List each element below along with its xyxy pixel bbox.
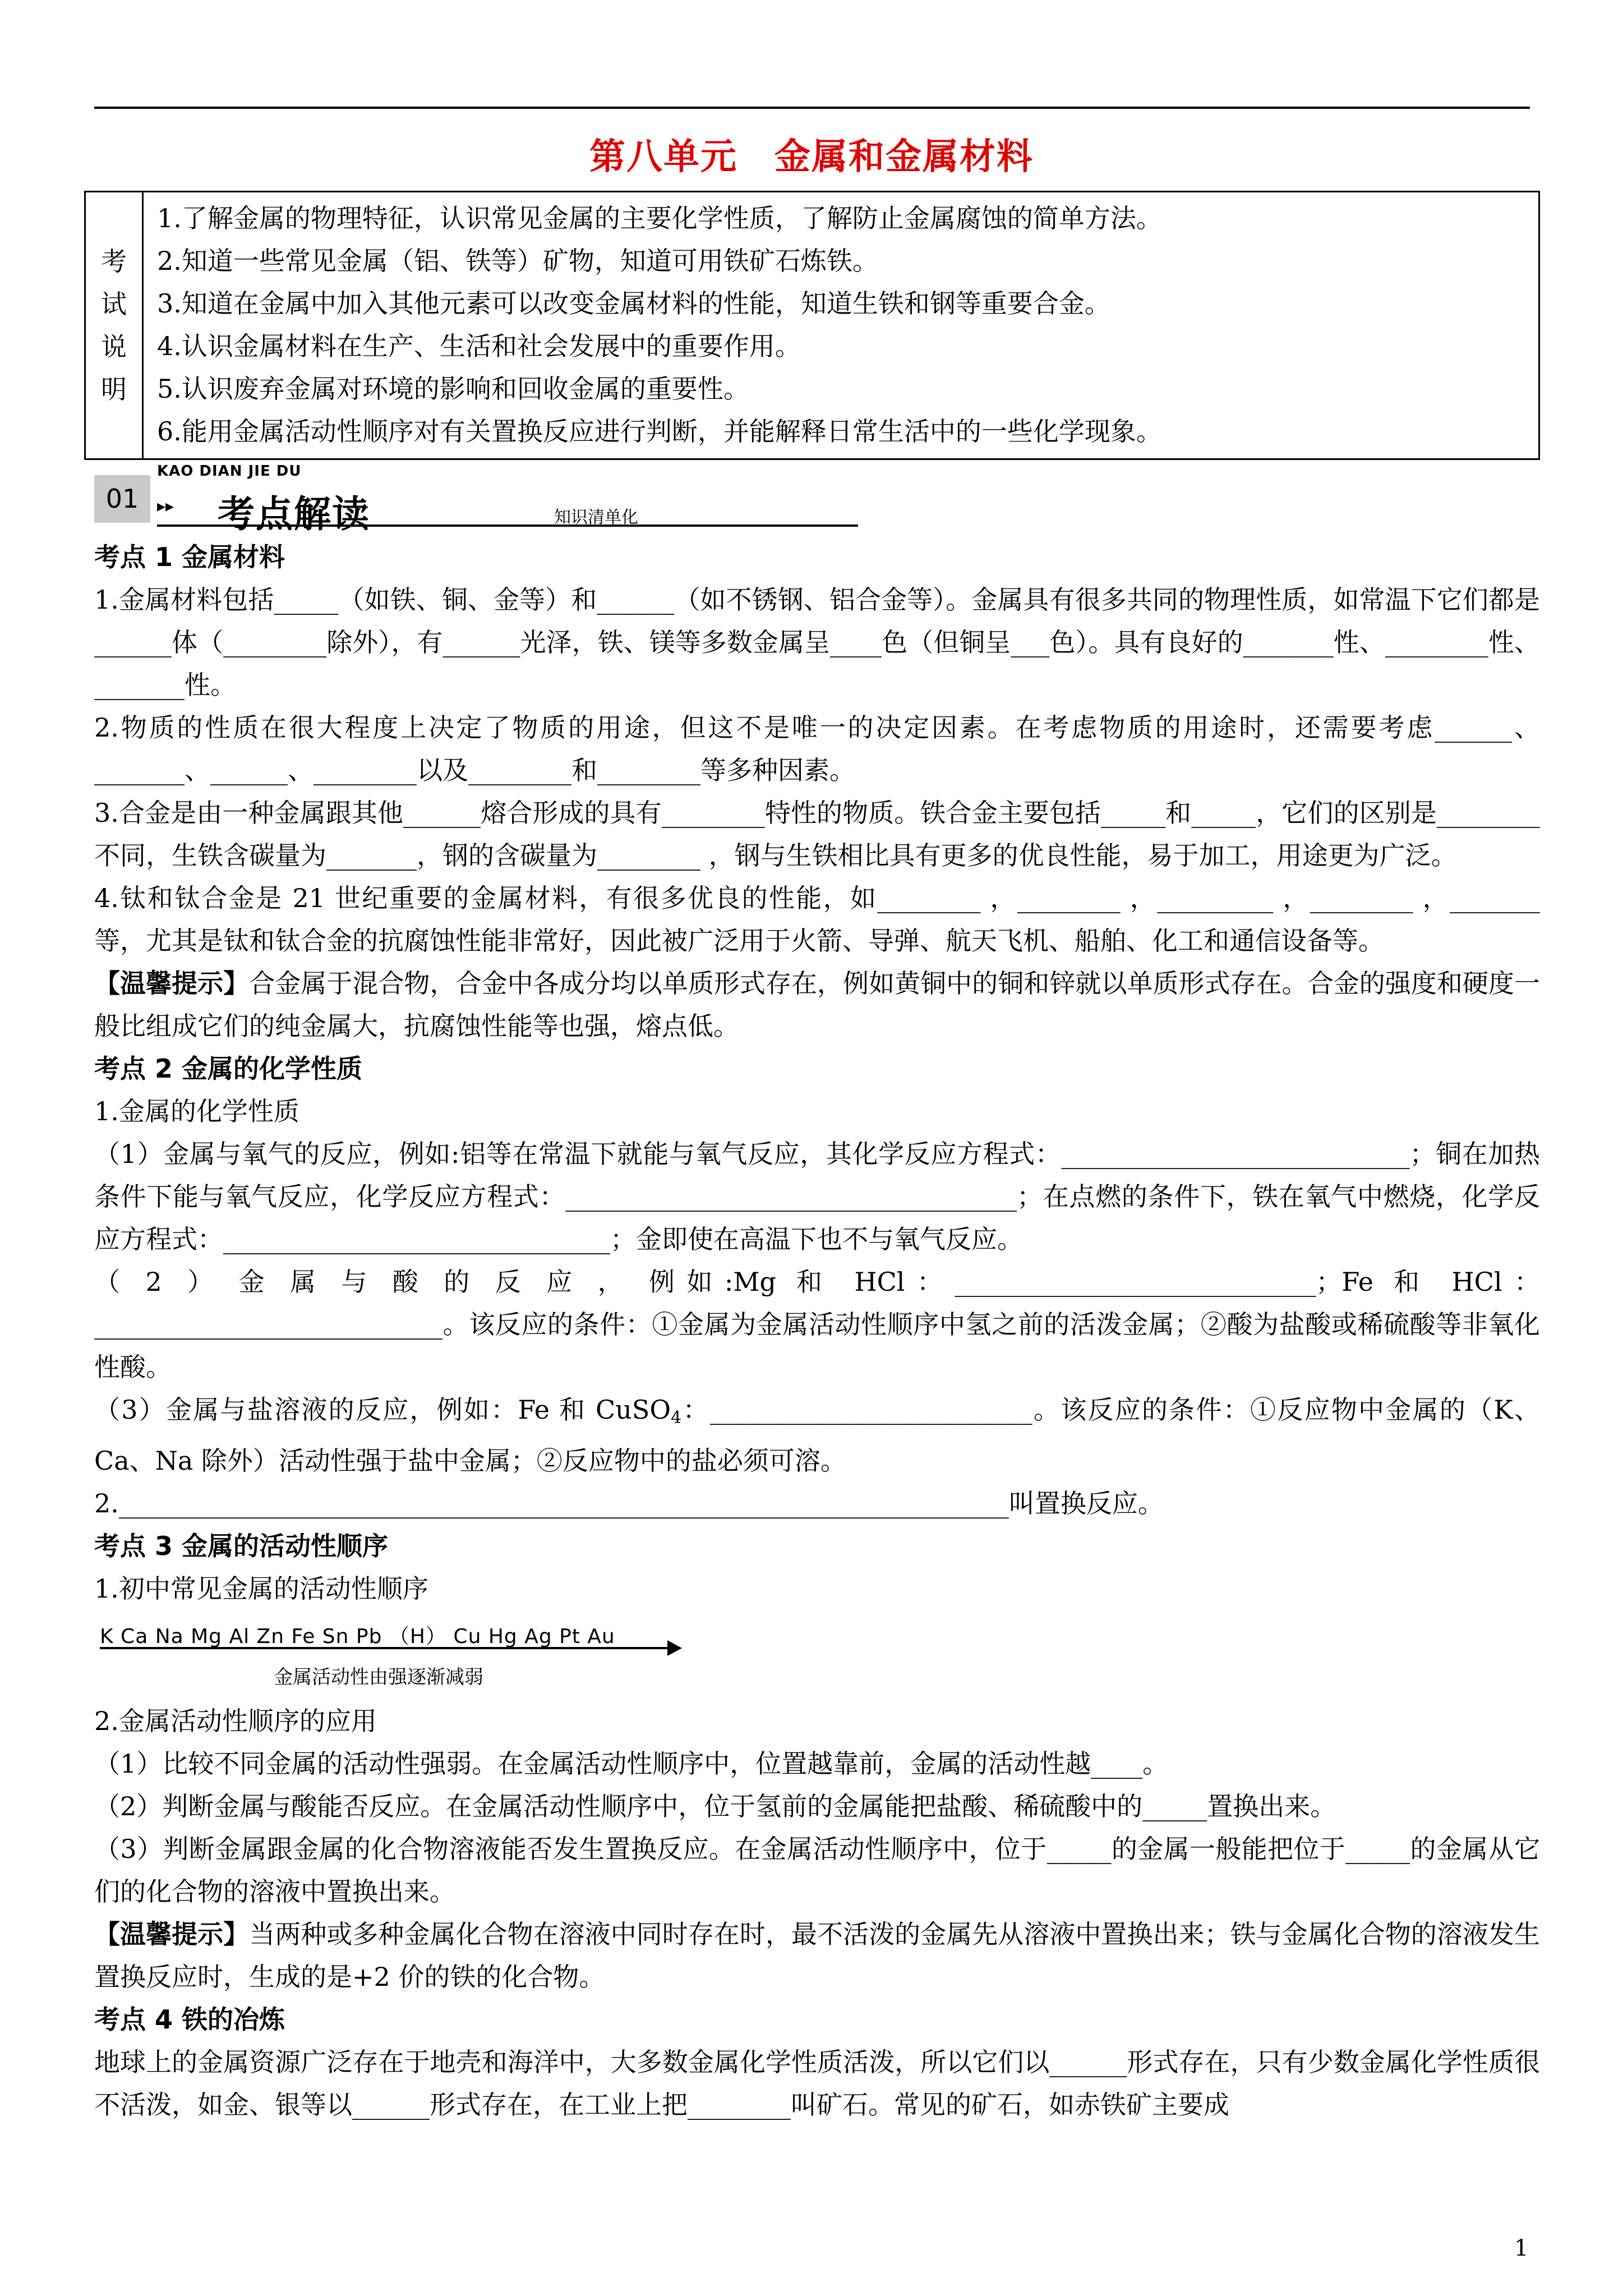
page-title: 第八单元 金属和金属材料 (589, 136, 1034, 178)
paragraph: 1.金属的化学性质 (94, 1096, 299, 1126)
paragraph: 地球上的金属资源广泛存在于地壳和海洋中，大多数金属化学性质活泼，所以它们以______形式存在，只有少数金属化学性质很不活泼，如金、银等以______形式存在，在工业上把________叫矿石。常见的矿石，如赤铁矿主要成 (94, 2047, 1540, 2120)
tip-text: 合金属于混合物，合金中各成分均以单质形式存在，例如黄铜中的铜和锌就以单质形式存在。合金的强度和硬度一般比组成它们的纯金属大，抗腐蚀性能等也强，熔点低。 (94, 968, 1541, 1041)
exam-items-cell (143, 192, 1539, 459)
banner-underline (157, 524, 858, 527)
exam-requirements-table (84, 191, 1540, 460)
banner-number-badge: 01 (94, 475, 150, 523)
activity-series-caption: 金属活动性由强逐渐减弱 (274, 1666, 483, 1688)
paragraph: （1）金属与氧气的反应，例如:铝等在常温下就能与氧气反应，其化学反应方程式：___________________________；铜在加热条件下能与氧气反应，化学反应方程式：___________________________________；在点燃的条件下，铁在氧气中燃烧，化学反应方程式：______________________________；金即使在高温下也不与氧气反应。 (94, 1139, 1540, 1254)
tip-label: 【温馨提示】 (94, 968, 250, 999)
tip-paragraph (94, 962, 1540, 1047)
paragraph: （2）判断金属与酸能否反应。在金属活动性顺序中，位于氢前的金属能把盐酸、稀硫酸中的_____置换出来。 (94, 1791, 1336, 1821)
header-rule (94, 107, 1530, 109)
section-heading: 考点 4 铁的冶炼 (94, 2004, 285, 2035)
tip-paragraph (94, 1913, 1540, 1998)
paragraph-lead: （2）金属与酸的反应， (94, 1267, 649, 1297)
paragraph-text: 例如:Mg 和 HCl：____________________________；Fe 和 HCl：___________________________。该反应的条件：①金属为金属活动性顺序中氢之前的活泼金属；②酸为盐酸或稀硫酸等非氧化性酸。 (94, 1267, 1540, 1382)
section-banner (94, 463, 767, 536)
banner-chinese-title: 考点解读 (218, 493, 370, 536)
paragraph: （1）比较不同金属的活动性强弱。在金属活动性顺序中，位置越靠前，金属的活动性越____。 (94, 1749, 1169, 1779)
banner-english-title: KAO DIAN JIE DU (157, 463, 302, 480)
section-heading: 考点 2 金属的化学性质 (94, 1053, 363, 1084)
page-number: 1 (1514, 2235, 1529, 2261)
arrow-right-icon (667, 1640, 682, 1656)
main-content (94, 536, 1540, 2126)
paragraph: （3）判断金属跟金属的化合物溶液能否发生置换反应。在金属活动性顺序中，位于_____的金属一般能把位于_____的金属从它们的化合物的溶液中置换出来。 (94, 1834, 1540, 1907)
exam-label-char: 明 (101, 374, 127, 404)
tip-label: 【温馨提示】 (94, 1919, 250, 1949)
paragraph-text: （3）金属与盐溶液的反应，例如：Fe 和 CuSO (94, 1395, 671, 1425)
exam-item: 5.认识废弃金属对环境的影响和回收金属的重要性。 (157, 374, 749, 404)
paragraph: 3.合金是由一种金属跟其他______熔合形成的具有________特性的物质。铁合金主要包括_____和_____，它们的区别是________不同，生铁含碳量为_______，钢的含碳量为________ ，钢与生铁相比具有更多的优良性能，易于加工，用途更为广泛。 (94, 798, 1540, 871)
banner-subtitle: 知识清单化 (554, 508, 638, 527)
exam-label-char: 试 (101, 289, 127, 319)
double-arrow-icon: ▸▸ (157, 496, 174, 516)
paragraph: 2.金属活动性顺序的应用 (94, 1706, 377, 1736)
paragraph-text: ：_________________________。该反应的条件：①反应物中金属的（K、Ca、Na 除外）活动性强于盐中金属；②反应物中的盐必须可溶。 (94, 1395, 1540, 1476)
exam-label-char: 说 (101, 332, 127, 362)
activity-series-figure (94, 1610, 1540, 1700)
exam-item: 1.了解金属的物理特征，认识常见金属的主要化学性质，了解防止金属腐蚀的简单方法。 (157, 203, 1162, 233)
paragraph: 2._____________________________________________________________________叫置换反应。 (94, 1488, 1164, 1519)
exam-label-char: 考 (101, 246, 127, 277)
subscript: 4 (671, 1408, 682, 1428)
section-heading: 考点 3 金属的活动性顺序 (94, 1531, 389, 1561)
paragraph (94, 1388, 1540, 1482)
tip-text: 当两种或多种金属化合物在溶液中同时存在时，最不活泼的金属先从溶液中置换出来；铁与金属化合物的溶液发生置换反应时，生成的是+2 价的铁的化合物。 (94, 1919, 1541, 1992)
exam-label-cell (85, 192, 143, 459)
section-heading: 考点 1 金属材料 (94, 542, 285, 572)
exam-item: 4.认识金属材料在生产、生活和社会发展中的重要作用。 (157, 331, 801, 361)
arrow-line (100, 1647, 672, 1649)
paragraph: 1.金属材料包括_____（如铁、铜、金等）和______（如不锈钢、铝合金等）。金属具有很多共同的物理性质，如常温下它们都是______体（________除外），有______光泽，铁、镁等多数金属呈____色（但铜呈___色）。具有良好的_______性、________性、_______性。 (94, 585, 1540, 700)
paragraph: 2.物质的性质在很大程度上决定了物质的用途，但这不是唯一的决定因素。在考虑物质的用途时，还需要考虑______、_______、______、________以及________和________等多种因素。 (94, 712, 1540, 785)
paragraph: 4.钛和钛合金是 21 世纪重要的金属材料，有很多优良的性能，如________ ，________ ，_________ ，________ ，_______ 等，尤其是钛和钛合金的抗腐蚀性能非常好，因此被广泛用于火箭、导弹、航天飞机、船舶、化工和通信设备等。 (94, 883, 1540, 956)
exam-item: 3.知道在金属中加入其他元素可以改变金属材料的性能，知道生铁和钢等重要合金。 (157, 288, 1110, 319)
exam-item: 6.能用金属活动性顺序对有关置换反应进行判断，并能解释日常生活中的一些化学现象。 (157, 416, 1162, 447)
paragraph (94, 1260, 1540, 1388)
exam-item: 2.知道一些常见金属（铝、铁等）矿物，知道可用铁矿石炼铁。 (157, 246, 878, 276)
activity-series-metals: K Ca Na Mg Al Zn Fe Sn Pb （H） Cu Hg Ag Pt Au (100, 1625, 615, 1648)
paragraph: 1.初中常见金属的活动性顺序 (94, 1573, 428, 1604)
